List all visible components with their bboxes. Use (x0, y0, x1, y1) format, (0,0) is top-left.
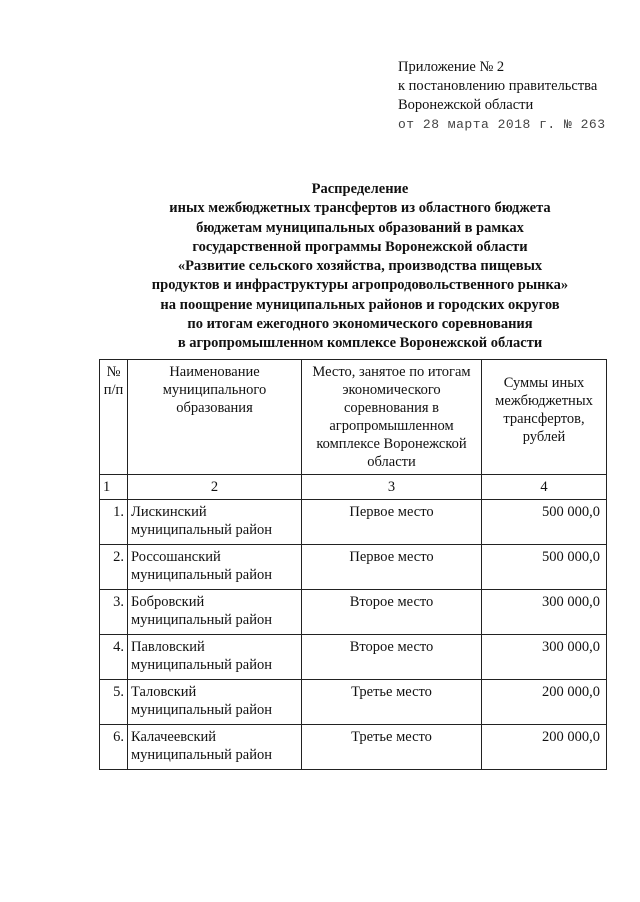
heading-line: «Развитие сельского хозяйства, производства пищевых (177, 258, 543, 275)
row-number: 5. (100, 680, 128, 725)
appendix-number: Приложение № 2 (398, 59, 505, 75)
row-sum: 200 000,0 (482, 725, 607, 770)
row-number: 6. (100, 725, 128, 770)
row-place: Третье место (302, 680, 482, 725)
row-number: 3. (100, 590, 128, 635)
row-place: Первое место (302, 500, 482, 545)
heading-line: по итогам ежегодного экономического соревнования (187, 316, 533, 333)
table-row (100, 725, 607, 770)
table-row (100, 545, 607, 590)
row-number: 2. (100, 545, 128, 590)
heading-line: бюджетам муниципальных образований в рамках (196, 219, 524, 236)
appendix-block (398, 58, 606, 134)
table-row (100, 635, 607, 680)
appendix-date-stamp: от 28 марта 2018 г. № 263 (398, 117, 606, 132)
table-header-row (100, 360, 607, 475)
row-place: Первое место (302, 545, 482, 590)
row-municipality: Бобровский муниципальный район (128, 590, 302, 635)
heading-line: на поощрение муниципальных районов и городских округов (160, 296, 560, 313)
heading-line: иных межбюджетных трансфертов из областного бюджета (169, 200, 551, 217)
row-place: Второе место (302, 590, 482, 635)
heading-line: государственной программы Воронежской области (192, 238, 528, 255)
row-municipality: Калачеевский муниципальный район (128, 725, 302, 770)
heading-line: Распределение (311, 181, 409, 197)
row-sum: 200 000,0 (482, 680, 607, 725)
row-number: 1. (100, 500, 128, 545)
header-name: Наименование муниципального образования (128, 360, 302, 475)
column-number: 4 (482, 475, 607, 500)
row-sum: 300 000,0 (482, 635, 607, 680)
row-sum: 500 000,0 (482, 545, 607, 590)
heading-line: продуктов и инфраструктуры агропродовольственного рынка» (151, 277, 569, 294)
row-sum: 500 000,0 (482, 500, 607, 545)
row-municipality: Лискинский муниципальный район (128, 500, 302, 545)
row-municipality: Таловский муниципальный район (128, 680, 302, 725)
row-place: Третье место (302, 725, 482, 770)
distribution-table (99, 359, 607, 770)
column-number: 2 (128, 475, 302, 500)
row-sum: 300 000,0 (482, 590, 607, 635)
table-row (100, 680, 607, 725)
row-number: 4. (100, 635, 128, 680)
column-number: 1 (100, 475, 128, 500)
table-row (100, 590, 607, 635)
document-heading (100, 180, 620, 354)
column-number-row (100, 475, 607, 500)
header-no: № п/п (100, 360, 128, 475)
row-municipality: Павловский муниципальный район (128, 635, 302, 680)
column-number: 3 (302, 475, 482, 500)
heading-line: в агропромышленном комплексе Воронежской области (177, 335, 543, 352)
appendix-reference: к постановлению правительства (398, 78, 598, 94)
header-place: Место, занятое по итогам экономического соревнования в агропромышленном комплексе Воронежской области (302, 360, 482, 475)
row-place: Второе место (302, 635, 482, 680)
row-municipality: Россошанский муниципальный район (128, 545, 302, 590)
table-row (100, 500, 607, 545)
appendix-region: Воронежской области (398, 97, 534, 113)
header-sum: Суммы иных межбюджетных трансфертов, рублей (482, 360, 607, 475)
